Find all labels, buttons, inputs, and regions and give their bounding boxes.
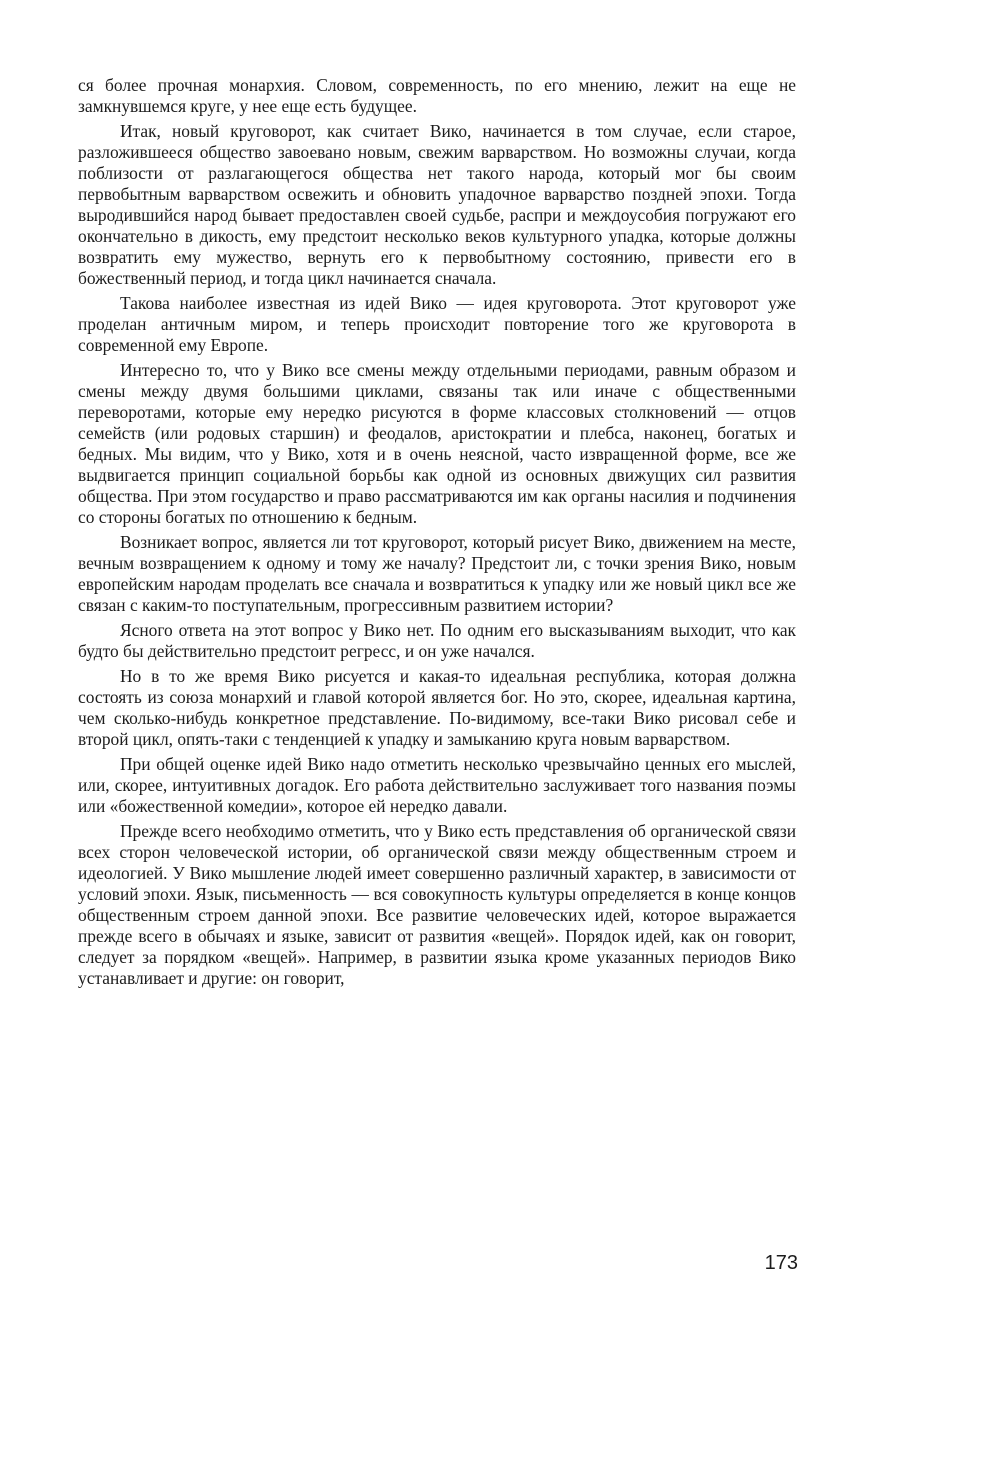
paragraph: Итак, новый круговорот, как считает Вико, начинается в том случае, если старое, разложившееся общество завоевано новым, свежим варварством. Но возможны случаи, когда поблизости от разлагающегося общества нет такого народа, который мог бы своим первобытным варварством освежить и обновить упадочное варварство поздней эпохи. Тогда выродившийся народ бывает предоставлен своей судьбе, распри и междоусобия погружают его окончательно в дикость, ему предстоит несколько веков культурного упадка, которые должны возвратить ему мужество, вернуть его к первобытному состоянию, привести его в божественный период, и тогда цикл начинается сначала. [78,121,796,288]
paragraph: Такова наиболее известная из идей Вико — идея круговорота. Этот круговорот уже проделан античным миром, и теперь происходит повторение того же круговорота в современной ему Европе. [78,293,796,355]
page-number: 173 [764,1252,798,1274]
paragraph: При общей оценке идей Вико надо отметить несколько чрезвычайно ценных его мыслей, или, скорее, интуитивных догадок. Его работа действительно заслуживает того названия поэмы или «божественной комедии», которое ей нередко давали. [78,754,796,816]
paragraph: Интересно то, что у Вико все смены между отдельными периодами, равным образом и смены между двумя большими циклами, связаны так или иначе с общественными переворотами, которые ему нередко рисуются в форме классовых столкновений — отцов семейств (или родовых старшин) и феодалов, аристократии и плебса, наконец, богатых и бедных. Мы видим, что у Вико, хотя и в очень неясной, часто извращенной форме, все же выдвигается принцип социальной борьбы как одной из основных движущих сил развития общества. При этом государство и право рассматриваются им как органы насилия и подчинения со стороны богатых по отношению к бедным. [78,360,796,527]
paragraph: ся более прочная монархия. Словом, современность, по его мнению, лежит на еще не замкнувшемся круге, у нее еще есть будущее. [78,75,796,116]
paragraph: Ясного ответа на этот вопрос у Вико нет. По одним его высказываниям выходит, что как будто бы действительно предстоит регресс, и он уже начался. [78,620,796,661]
paragraph: Но в то же время Вико рисуется и какая-то идеальная республика, которая должна состоять из союза монархий и главой которой является бог. Но это, скорее, идеальная картина, чем сколько-нибудь конкретное представление. По-видимому, все-таки Вико рисовал себе и второй цикл, опять-таки с тенденцией к упадку и замыканию круга новым варварством. [78,666,796,749]
paragraph: Возникает вопрос, является ли тот круговорот, который рисует Вико, движением на месте, вечным возвращением к одному и тому же началу? Предстоит ли, с точки зрения Вико, новым европейским народам проделать все сначала и возвратиться к упадку или же новый цикл все же связан с каким-то поступательным, прогрессивным развитием истории? [78,532,796,615]
page-body-text [78,75,796,993]
paragraph: Прежде всего необходимо отметить, что у Вико есть представления об органической связи всех сторон человеческой истории, об органической связи между общественным строем и идеологией. У Вико мышление людей имеет совершенно различный характер, в зависимости от условий эпохи. Язык, письменность — вся совокупность культуры определяется в конце концов общественным строем данной эпохи. Все развитие человеческих идей, которое выражается прежде всего в обычаях и языке, зависит от развития «вещей». Порядок идей, как он говорит, следует за порядком «вещей». Например, в развитии языка кроме указанных периодов Вико устанавливает и другие: он говорит, [78,821,796,988]
